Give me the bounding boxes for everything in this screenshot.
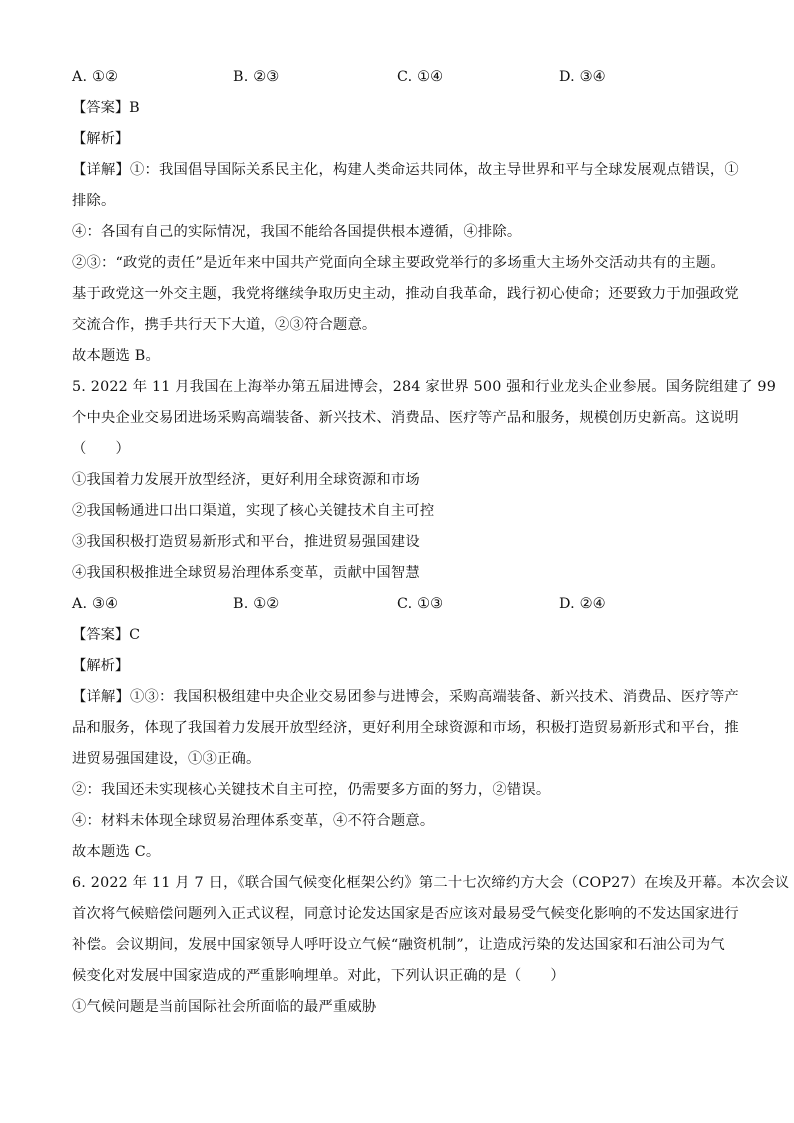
q4-option-c: C. ①④ (397, 69, 444, 85)
q5-analysis-line: ④：材料未体现全球贸易治理体系变革，④不符合题意。 (72, 813, 435, 829)
q5-stem-line: 个中央企业交易团进场采购高端装备、新兴技术、消费品、医疗等产品和服务，规模创历史新高。这说明 (72, 410, 739, 426)
q4-conclusion: 故本题选 B。 (72, 348, 160, 364)
q6-stem-line: 补偿。会议期间，发展中国家领导人呼吁设立气候“融资机制”，让造成污染的发达国家和石油公司为气 (72, 937, 725, 953)
q5-stem-line: 5. 2022 年 11 月我国在上海举办第五届进博会，284 家世界 500 强和行业龙头企业参展。国务院组建了 99 (72, 379, 777, 395)
q5-analysis-line: 进贸易强国建设，①③正确。 (72, 751, 261, 767)
q4-answer: 【答案】B (72, 100, 140, 116)
q4-options (72, 62, 732, 93)
q5-analysis-label: 【解析】 (72, 658, 130, 674)
q6-stem-line: 候变化对发展中国家造成的严重影响埋单。对此，下列认识正确的是（ ） (72, 968, 565, 984)
q6-statement: ①气候问题是当前国际社会所面临的最严重威胁 (72, 999, 377, 1015)
q4-analysis-line: ②③：“政党的责任”是近年来中国共产党面向全球主要政党举行的多场重大主场外交活动共有的主题。 (72, 255, 725, 271)
q5-statement: ④我国积极推进全球贸易治理体系变革，贡献中国智慧 (72, 565, 420, 581)
q5-option-a: A. ③④ (72, 596, 119, 612)
q4-analysis-line: 交流合作，携手共行天下大道，②③符合题意。 (72, 317, 377, 333)
q5-option-b: B. ①② (233, 596, 280, 612)
q5-analysis-line: ②：我国还未实现核心关键技术自主可控，仍需要多方面的努力，②错误。 (72, 782, 551, 798)
q6-stem-line: 6. 2022 年 11 月 7 日，《联合国气候变化框架公约》第二十七次缔约方大会（COP27）在埃及开幕。本次会议 (72, 875, 790, 891)
q5-stem-line: （ ） (72, 441, 130, 457)
q5-statement: ③我国积极打造贸易新形式和平台，推进贸易强国建设 (72, 534, 420, 550)
q4-analysis-line: 排除。 (72, 193, 116, 209)
q5-option-c: C. ①③ (397, 596, 444, 612)
q4-option-b: B. ②③ (233, 69, 280, 85)
q5-analysis-line: 品和服务，体现了我国着力发展开放型经济，更好利用全球资源和市场，积极打造贸易新形式和平台，推 (72, 720, 739, 736)
q4-analysis-line: ④：各国有自己的实际情况，我国不能给各国提供根本遵循，④排除。 (72, 224, 522, 240)
q4-analysis-label: 【解析】 (72, 131, 130, 147)
q5-statement: ②我国畅通进口出口渠道，实现了核心关键技术自主可控 (72, 503, 435, 519)
q6-stem-line: 首次将气候赔偿问题列入正式议程，同意讨论发达国家是否应该对最易受气候变化影响的不发达国家进行 (72, 906, 739, 922)
q5-answer: 【答案】C (72, 627, 141, 643)
q4-option-a: A. ①② (72, 69, 119, 85)
q5-statement: ①我国着力发展开放型经济，更好利用全球资源和市场 (72, 472, 420, 488)
document-page (72, 62, 790, 1023)
q4-analysis-line: 基于政党这一外交主题，我党将继续争取历史主动，推动自我革命，践行初心使命；还要致力于加强政党 (72, 286, 739, 302)
q4-option-d: D. ③④ (559, 69, 606, 85)
q5-conclusion: 故本题选 C。 (72, 844, 161, 860)
q5-analysis-line: 【详解】①③：我国积极组建中央企业交易团参与进博会，采购高端装备、新兴技术、消费品、医疗等产 (72, 689, 739, 705)
q5-option-d: D. ②④ (559, 596, 606, 612)
q4-analysis-line: 【详解】①：我国倡导国际关系民主化，构建人类命运共同体，故主导世界和平与全球发展观点错误，① (72, 162, 739, 178)
q5-options (72, 589, 732, 620)
